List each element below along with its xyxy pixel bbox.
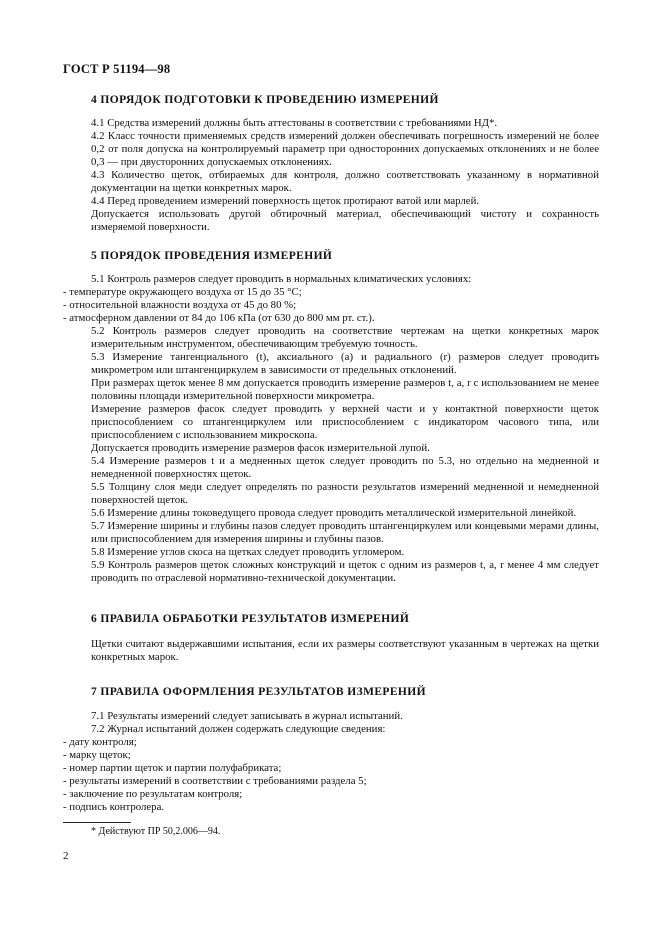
- section-4-body: [91, 117, 599, 234]
- paragraph-5-3-loupe: Допускается проводить измерение размеров фасок измерительной лупой.: [91, 442, 430, 454]
- section-4-title: 4 ПОРЯДОК ПОДГОТОВКИ К ПРОВЕДЕНИЮ ИЗМЕРЕНИЙ: [91, 94, 439, 106]
- paragraph-5-9: 5.9 Контроль размеров щеток сложных конструкций и щеток с одним из размеров t, a, r менее 4 мм следует проводить по отраслевой нормативно-технической документации.: [91, 559, 599, 584]
- section-7-body: [63, 710, 599, 814]
- paragraph-5-8: 5.8 Измерение углов скоса на щетках следует проводить угломером.: [91, 546, 405, 558]
- journal-item-conclusion: - заключение по результатам контроля;: [63, 788, 243, 800]
- paragraph-7-2: 7.2 Журнал испытаний должен содержать следующие сведения:: [91, 723, 386, 735]
- paragraph-6: Щетки считают выдержавшими испытания, если их размеры соответствуют указанным в чертежах на щетки конкретных марок.: [91, 638, 599, 663]
- paragraph-5-4: 5.4 Измерение размеров t и a медненных щеток следует проводить по 5.3, но отдельно на медненной и немедненной поверхностях щеток.: [91, 455, 599, 480]
- section-6-title: 6 ПРАВИЛА ОБРАБОТКИ РЕЗУЛЬТАТОВ ИЗМЕРЕНИЙ: [91, 613, 410, 625]
- page-number: 2: [63, 850, 69, 862]
- journal-item-signature: - подпись контролера.: [63, 801, 165, 813]
- paragraph-4-3: 4.3 Количество щеток, отбираемых для контроля, должно соответствовать указанному в нормативной документации на щетки конкретных марок.: [91, 169, 599, 194]
- journal-item-date: - дату контроля;: [63, 736, 137, 748]
- condition-humidity: - относительной влажности воздуха от 45 до 80 %;: [63, 299, 297, 311]
- section-6-body: [91, 638, 599, 664]
- paragraph-4-4: 4.4 Перед проведением измерений поверхность щеток протирают ватой или марлей.: [91, 195, 480, 207]
- paragraph-5-2: 5.2 Контроль размеров следует проводить на соответствие чертежам на щетки конкретных марок измерительным инструментом, обеспечивающим требуемую точность.: [91, 325, 599, 350]
- footnote: * Действуют ПР 50,2.006—94.: [91, 826, 221, 837]
- paragraph-5-3-small: При размерах щеток менее 8 мм допускается проводить измерение размеров t, a, r с использованием не менее половины площади измерительной поверхности микрометра.: [91, 377, 599, 402]
- paragraph-4-1: 4.1 Средства измерений должны быть аттестованы в соответствии с требованиями НД*.: [91, 117, 498, 129]
- paragraph-5-1: 5.1 Контроль размеров следует проводить в нормальных климатических условиях:: [91, 273, 472, 285]
- paragraph-7-1: 7.1 Результаты измерений следует записывать в журнал испытаний.: [91, 710, 403, 722]
- journal-item-results: - результаты измерений в соответствии с требованиями раздела 5;: [63, 775, 367, 787]
- section-5-body: [63, 273, 599, 585]
- section-7-title: 7 ПРАВИЛА ОФОРМЛЕНИЯ РЕЗУЛЬТАТОВ ИЗМЕРЕНИЙ: [91, 686, 426, 698]
- journal-item-brand: - марку щеток;: [63, 749, 131, 761]
- journal-item-batch: - номер партии щеток и партии полуфабриката;: [63, 762, 282, 774]
- paragraph-5-7: 5.7 Измерение ширины и глубины пазов следует проводить штангенциркулем или концевыми мерами длины, или приспособлением для измерения ширины и глубины пазов.: [91, 520, 599, 545]
- paragraph-5-6: 5.6 Измерение длины токоведущего провода следует проводить металлической измерительной линейкой.: [91, 507, 577, 519]
- section-5-title: 5 ПОРЯДОК ПРОВЕДЕНИЯ ИЗМЕРЕНИЙ: [91, 250, 333, 262]
- paragraph-5-3-chamfer: Измерение размеров фасок следует проводить у верхней части и у контактной поверхности щеток приспособлением со штангенциркулем или приспособлением с индикатором часового типа, или приспособлением с использованием микроскопа.: [91, 403, 599, 441]
- paragraph-5-5: 5.5 Толщину слоя меди следует определять по разности результатов измерений медненной и немедненной поверхностей щеток.: [91, 481, 599, 506]
- paragraph-5-3: 5.3 Измерение тангенциального (t), аксиального (a) и радиального (r) размеров следует проводить микрометром или штангенциркулем в зависимости от предельных отклонений.: [91, 351, 599, 376]
- paragraph-4-2: 4.2 Класс точности применяемых средств измерений должен обеспечивать погрешность измерений не более 0,2 от поля допуска на контролируемый параметр при односторонних допускаемых отклонениях и не более 0,3 — при двусторонних допускаемых отклонениях.: [91, 130, 599, 168]
- footnote-divider: [63, 822, 131, 823]
- paragraph-4-4-note: Допускается использовать другой обтирочный материал, обеспечивающий чистоту и сохранность измеряемой поверхности.: [91, 208, 599, 233]
- condition-temperature: - температуре окружающего воздуха от 15 до 35 °С;: [63, 286, 302, 298]
- condition-pressure: - атмосферном давлении от 84 до 106 кПа (от 630 до 800 мм рт. ст.).: [63, 312, 375, 324]
- document-header: ГОСТ Р 51194—98: [63, 62, 171, 76]
